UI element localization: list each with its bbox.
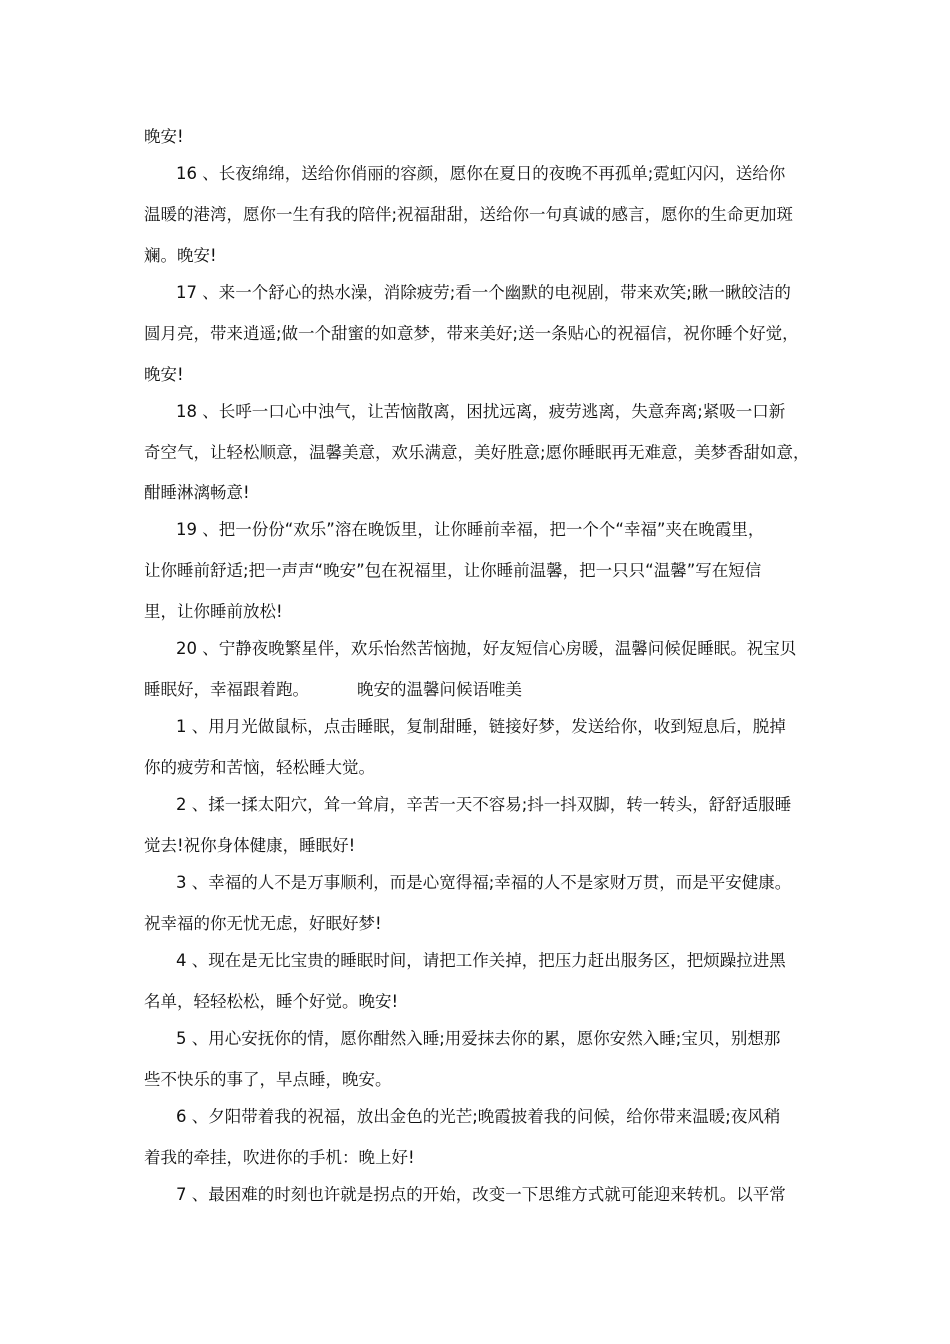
text-line: 7 、最困难的时刻也许就是拐点的开始，改变一下思维方式就可能迎来转机。以平常	[176, 1185, 786, 1204]
text-line: 18 、长呼一口心中浊气，让苦恼散离，困扰远离，疲劳逃离，失意奔离;紧吸一口新	[176, 402, 786, 421]
text-line: 晚安!	[144, 365, 184, 384]
text-line: 温暖的港湾，愿你一生有我的陪伴;祝福甜甜，送给你一句真诚的感言，愿你的生命更加斑	[144, 205, 794, 224]
text-line-content: 睡眠好，幸福跟着跑。	[144, 680, 309, 699]
text-line: 祝幸福的你无忧无虑，好眠好梦!	[144, 914, 382, 933]
text-line: 16 、长夜绵绵，送给你俏丽的容颜，愿你在夏日的夜晚不再孤单;霓虹闪闪，送给你	[176, 164, 786, 183]
text-line	[144, 680, 824, 700]
text-line: 些不快乐的事了，早点睡，晚安。	[144, 1070, 392, 1089]
text-line: 名单，轻轻松松，睡个好觉。晚安!	[144, 992, 399, 1011]
text-line: 3 、幸福的人不是万事顺利，而是心宽得福;幸福的人不是家财万贯，而是平安健康。	[176, 873, 792, 892]
text-line: 20 、宁静夜晚繁星伴，欢乐怡然苦恼抛，好友短信心房暖，温馨问候促睡眠。祝宝贝	[176, 639, 797, 658]
text-line: 让你睡前舒适;把一声声“晚安”包在祝福里，让你睡前温馨，把一只只“温馨”写在短信	[144, 561, 762, 580]
text-line: 里，让你睡前放松!	[144, 602, 283, 621]
text-line: 奇空气，让轻松顺意，温馨美意，欢乐满意，美好胜意;愿你睡眠再无难意，美梦香甜如意，	[144, 443, 810, 462]
text-line: 1 、用月光做鼠标，点击睡眠，复制甜睡，链接好梦，发送给你，收到短息后，脱掉	[176, 717, 786, 736]
text-line: 5 、用心安抚你的情，愿你酣然入睡;用爱抹去你的累，愿你安然入睡;宝贝，别想那	[176, 1029, 781, 1048]
text-line: 4 、现在是无比宝贵的睡眠时间，请把工作关掉，把压力赶出服务区，把烦躁拉进黑	[176, 951, 786, 970]
text-line: 晚安!	[144, 127, 184, 146]
section-heading: 晚安的温馨问候语唯美	[357, 680, 522, 699]
text-line: 觉去!祝你身体健康，睡眠好!	[144, 836, 356, 855]
text-line: 你的疲劳和苦恼，轻松睡大觉。	[144, 758, 375, 777]
text-line: 17 、来一个舒心的热水澡，消除疲劳;看一个幽默的电视剧，带来欢笑;瞅一瞅皎洁的	[176, 283, 791, 302]
text-line: 酣睡淋漓畅意!	[144, 483, 250, 502]
text-line: 斓。晚安!	[144, 246, 217, 265]
text-line: 圆月亮，带来逍遥;做一个甜蜜的如意梦，带来美好;送一条贴心的祝福信，祝你睡个好觉，	[144, 324, 799, 343]
text-line: 19 、把一份份“欢乐”溶在晚饭里，让你睡前幸福，把一个个“幸福”夹在晚霞里，	[176, 520, 765, 539]
text-line: 6 、夕阳带着我的祝福，放出金色的光芒;晚霞披着我的问候，给你带来温暖;夜风稍	[176, 1107, 781, 1126]
text-line: 2 、揉一揉太阳穴，耸一耸肩，辛苦一天不容易;抖一抖双脚，转一转头，舒舒适服睡	[176, 795, 792, 814]
text-line: 着我的牵挂，吹进你的手机：晚上好!	[144, 1148, 415, 1167]
